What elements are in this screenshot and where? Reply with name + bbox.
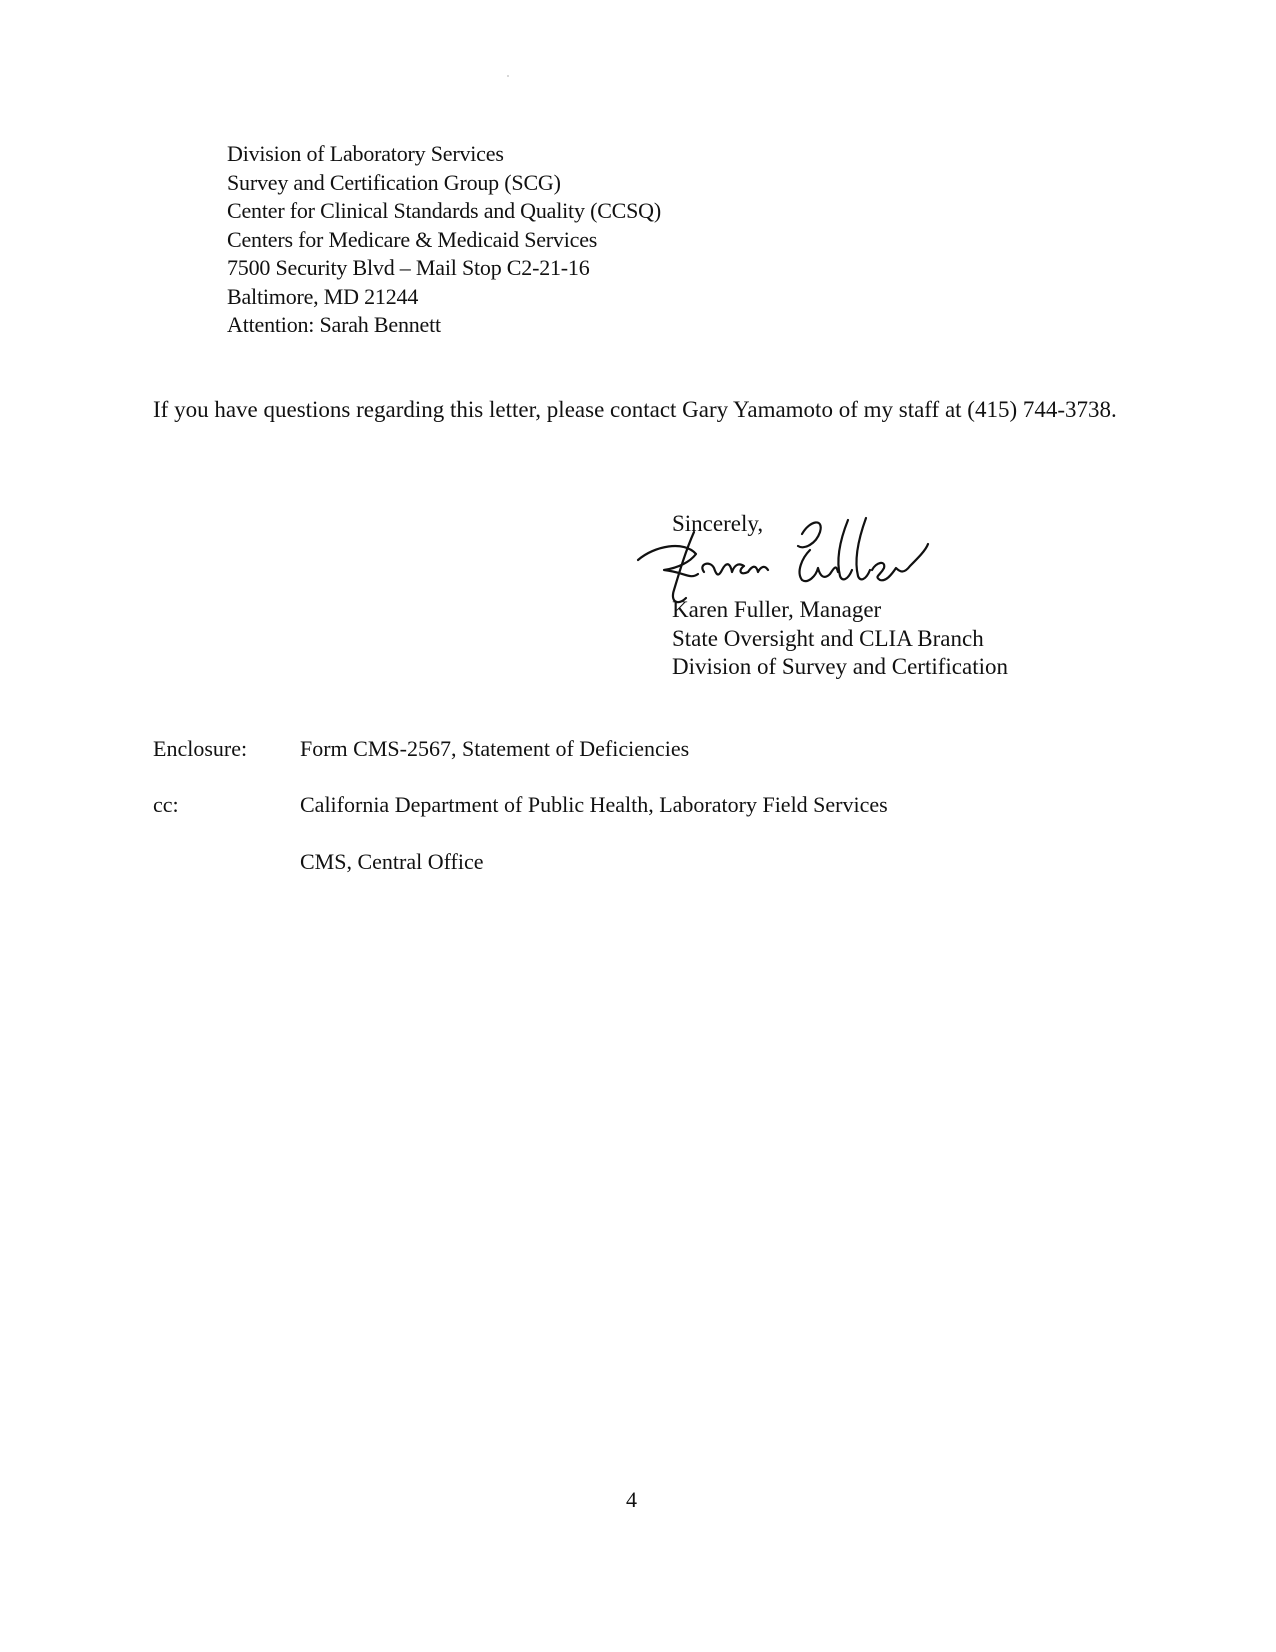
cc-recipient: California Department of Public Health, Laboratory Field Services xyxy=(300,792,888,817)
enclosure-label: Enclosure: xyxy=(153,736,248,761)
address-line-agency: Centers for Medicare & Medicaid Services xyxy=(227,226,598,252)
cc-label: cc: xyxy=(153,792,179,817)
signer-name-title: Karen Fuller, Manager xyxy=(672,597,882,622)
enclosure-value: Form CMS-2567, Statement of Deficiencies xyxy=(300,736,690,761)
address-line-city: Baltimore, MD 21244 xyxy=(227,283,419,309)
address-block xyxy=(227,140,661,340)
signer-branch: State Oversight and CLIA Branch xyxy=(672,625,984,651)
closing-salutation: Sincerely, xyxy=(672,511,764,536)
signer-division: Division of Survey and Certification xyxy=(672,654,1008,679)
address-line-attention: Attention: Sarah Bennett xyxy=(227,312,441,337)
address-line-street: 7500 Security Blvd – Mail Stop C2-21-16 xyxy=(227,255,590,280)
handwritten-signature xyxy=(634,510,954,610)
address-line-center: Center for Clinical Standards and Quality (CCSQ) xyxy=(227,198,661,223)
address-line-group: Survey and Certification Group (SCG) xyxy=(227,169,561,195)
cc-recipient: CMS, Central Office xyxy=(300,849,484,874)
contact-paragraph: If you have questions regarding this letter, please contact Gary Yamamoto of my staff at (415) 744-3738. xyxy=(153,397,1117,422)
scan-speck xyxy=(507,75,509,77)
page-number: 4 xyxy=(626,1487,637,1512)
signer-block xyxy=(672,596,1008,682)
address-line-division: Division of Laboratory Services xyxy=(227,141,504,166)
